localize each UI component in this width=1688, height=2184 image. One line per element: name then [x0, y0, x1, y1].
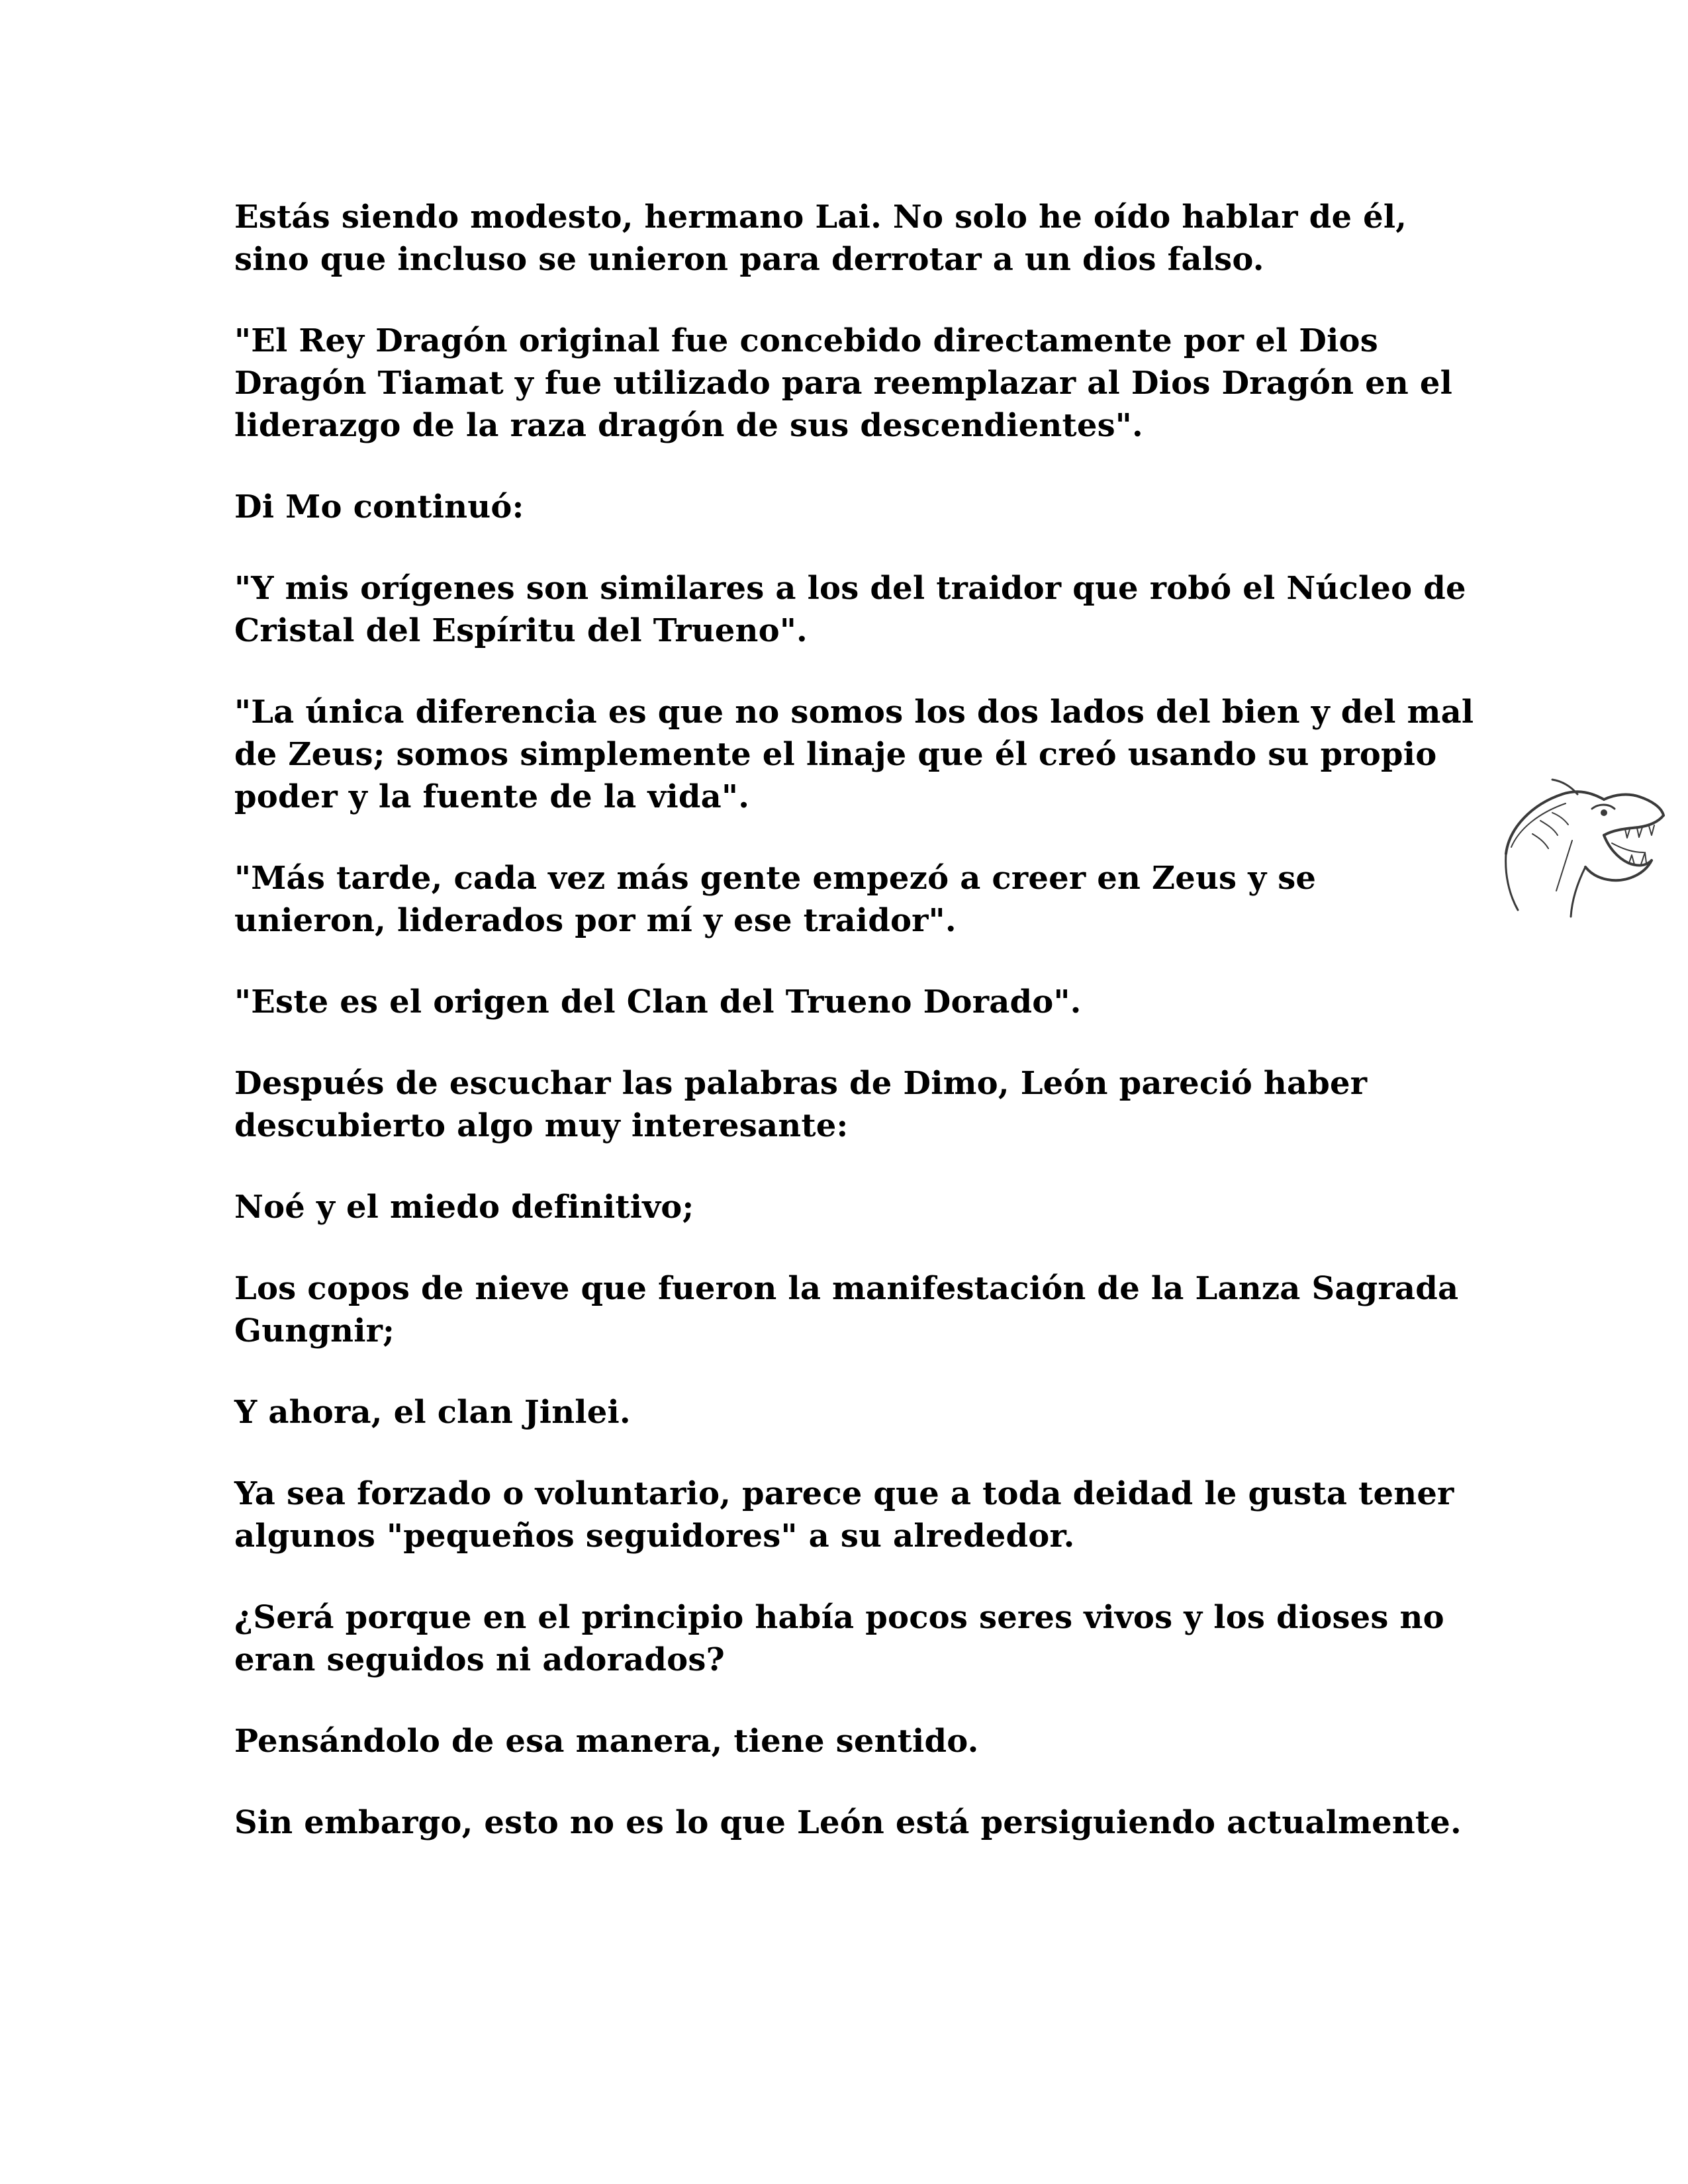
paragraph-12: Ya sea forzado o voluntario, parece que a toda deidad le gusta tener algunos "pequeños seguidores" a su alrededor. — [234, 1475, 1454, 1555]
dragon-head-sketch-icon — [1493, 774, 1670, 931]
paragraph-6: "Más tarde, cada vez más gente empezó a creer en Zeus y se unieron, liderados por mí y ese traidor". — [234, 860, 1317, 939]
paragraph-1: Estás siendo modesto, hermano Lai. No solo he oído hablar de él, sino que incluso se unieron para derrotar a un dios falso. — [234, 199, 1407, 278]
paragraph-13: ¿Será porque en el principio había pocos seres vivos y los dioses no eran seguidos ni adorados? — [234, 1599, 1444, 1678]
paragraph-5: "La única diferencia es que no somos los dos lados del bien y del mal de Zeus; somos simplemente el linaje que él creó usando su propio poder y la fuente de la vida". — [234, 694, 1474, 815]
paragraph-10: Los copos de nieve que fueron la manifestación de la Lanza Sagrada Gungnir; — [234, 1270, 1459, 1349]
paragraph-9: Noé y el miedo definitivo; — [234, 1189, 694, 1226]
paragraph-3: Di Mo continuó: — [234, 488, 524, 525]
paragraph-11: Y ahora, el clan Jinlei. — [234, 1394, 631, 1431]
dragon-sketch-svg — [1493, 774, 1670, 931]
paragraph-4: "Y mis orígenes son similares a los del traidor que robó el Núcleo de Cristal del Espíritu del Trueno". — [234, 570, 1466, 649]
paragraph-2: "El Rey Dragón original fue concebido directamente por el Dios Dragón Tiamat y fue utilizado para reemplazar al Dios Dragón en el liderazgo de la raza dragón de sus descendientes". — [234, 322, 1453, 444]
page-body — [234, 196, 1479, 1883]
paragraph-14: Pensándolo de esa manera, tiene sentido. — [234, 1723, 979, 1760]
paragraph-15: Sin embargo, esto no es lo que León está persiguiendo actualmente. — [234, 1804, 1462, 1841]
paragraph-8: Después de escuchar las palabras de Dimo, León pareció haber descubierto algo muy interesante: — [234, 1065, 1368, 1144]
paragraph-7: "Este es el origen del Clan del Trueno Dorado". — [234, 983, 1082, 1021]
